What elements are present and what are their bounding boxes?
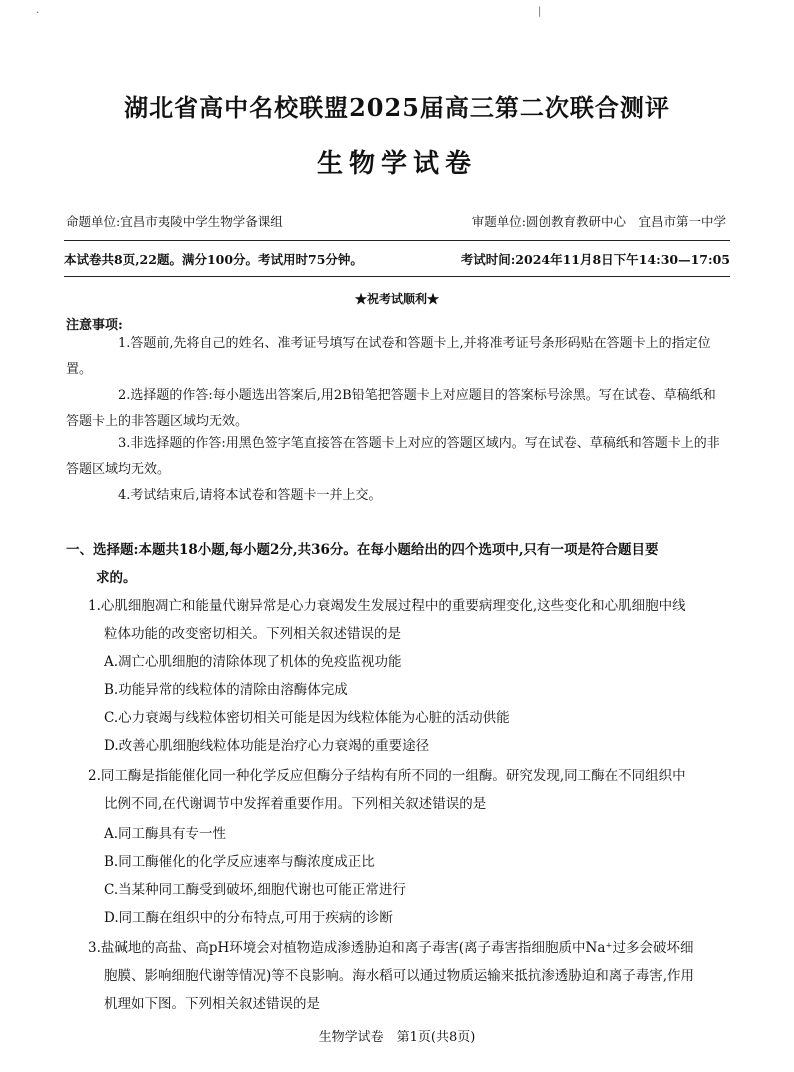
option-item: D.同工酶在组织中的分布特点,可用于疾病的诊断: [104, 910, 393, 926]
question-stem: 机理如下图。下列相关叙述错误的是: [104, 996, 320, 1012]
question-stem: 3.盐碱地的高盐、高pH环境会对植物造成渗透胁迫和离子毒害(离子毒害指细胞质中Na⁺过多会破坏细: [88, 940, 694, 956]
question-stem: 胞膜、影响细胞代谢等情况)等不良影响。海水稻可以通过物质运输来抵抗渗透胁迫和离子毒害,作用: [104, 968, 695, 984]
option-item: A.同工酶具有专一性: [104, 826, 227, 842]
divider: [64, 276, 730, 277]
good-luck-banner: ★祝考试顺利★: [354, 292, 439, 306]
note-item: 3.非选择题的作答:用黑色签字笔直接答在答题卡上对应的答题区域内。写在试卷、草稿纸和答题卡上的非答题区域均无效。: [66, 436, 720, 477]
note-item: 4.考试结束后,请将本试卷和答题卡一并上交。: [118, 488, 382, 503]
exam-time: 考试时间:2024年11月8日下午14:30—17:05: [460, 252, 730, 267]
exam-info: 本试卷共8页,22题。满分100分。考试用时75分钟。: [64, 252, 363, 267]
page-footer: 生物学试卷 第1页(共8页): [318, 1030, 476, 1045]
question-stem: 粒体功能的改变密切相关。下列相关叙述错误的是: [104, 626, 401, 642]
option-item: C.心力衰竭与线粒体密切相关可能是因为线粒体能为心脏的活动供能: [104, 710, 510, 726]
option-item: B.功能异常的线粒体的清除由溶酶体完成: [104, 682, 348, 698]
note-item: 1.答题前,先将自己的姓名、准考证号填写在试卷和答题卡上,并将准考证号条形码贴在答题卡上的指定位置。: [66, 336, 711, 377]
exam-title: 湖北省高中名校联盟2025届高三第二次联合测评: [124, 93, 670, 122]
section-heading: [66, 536, 726, 592]
question-stem: 2.同工酶是指能催化同一种化学反应但酶分子结构有所不同的一组酶。研究发现,同工酶在不同组织中: [88, 768, 686, 784]
option-item: D.改善心肌细胞线粒体功能是治疗心力衰竭的重要途径: [104, 738, 430, 754]
option-item: C.当某种同工酶受到破坏,细胞代谢也可能正常进行: [104, 882, 406, 898]
section-heading-line: 求的。: [96, 570, 137, 586]
section-heading-line: 一、选择题:本题共18小题,每小题2分,共36分。在每小题给出的四个选项中,只有一项是符合题目要: [66, 542, 659, 558]
scan-mark: ·: [36, 8, 40, 19]
note-item: 2.选择题的作答:每小题选出答案后,用2B铅笔把答题卡上对应题目的答案标号涂黑。写在试卷、草稿纸和答题卡上的非答题区域均无效。: [66, 388, 716, 429]
author-unit: 命题单位:宜昌市夷陵中学生物学备课组: [66, 214, 283, 229]
divider: [64, 240, 730, 241]
review-unit: 审题单位:圆创教育教研中心 宜昌市第一中学: [471, 214, 726, 229]
exam-info-row: [64, 250, 730, 268]
question-stem: 1.心肌细胞凋亡和能量代谢异常是心力衰竭发生发展过程中的重要病理变化,这些变化和心肌细胞中线: [88, 598, 686, 614]
subject-title: 生物学试卷: [316, 149, 477, 179]
notes-title: 注意事项:: [66, 318, 123, 333]
option-item: A.凋亡心肌细胞的清除体现了机体的免疫监视功能: [104, 654, 402, 670]
credits-row: [66, 212, 726, 230]
question-stem: 比例不同,在代谢调节中发挥着重要作用。下列相关叙述错误的是: [104, 796, 487, 812]
scan-mark: |: [538, 6, 542, 17]
option-item: B.同工酶催化的化学反应速率与酶浓度成正比: [104, 854, 375, 870]
